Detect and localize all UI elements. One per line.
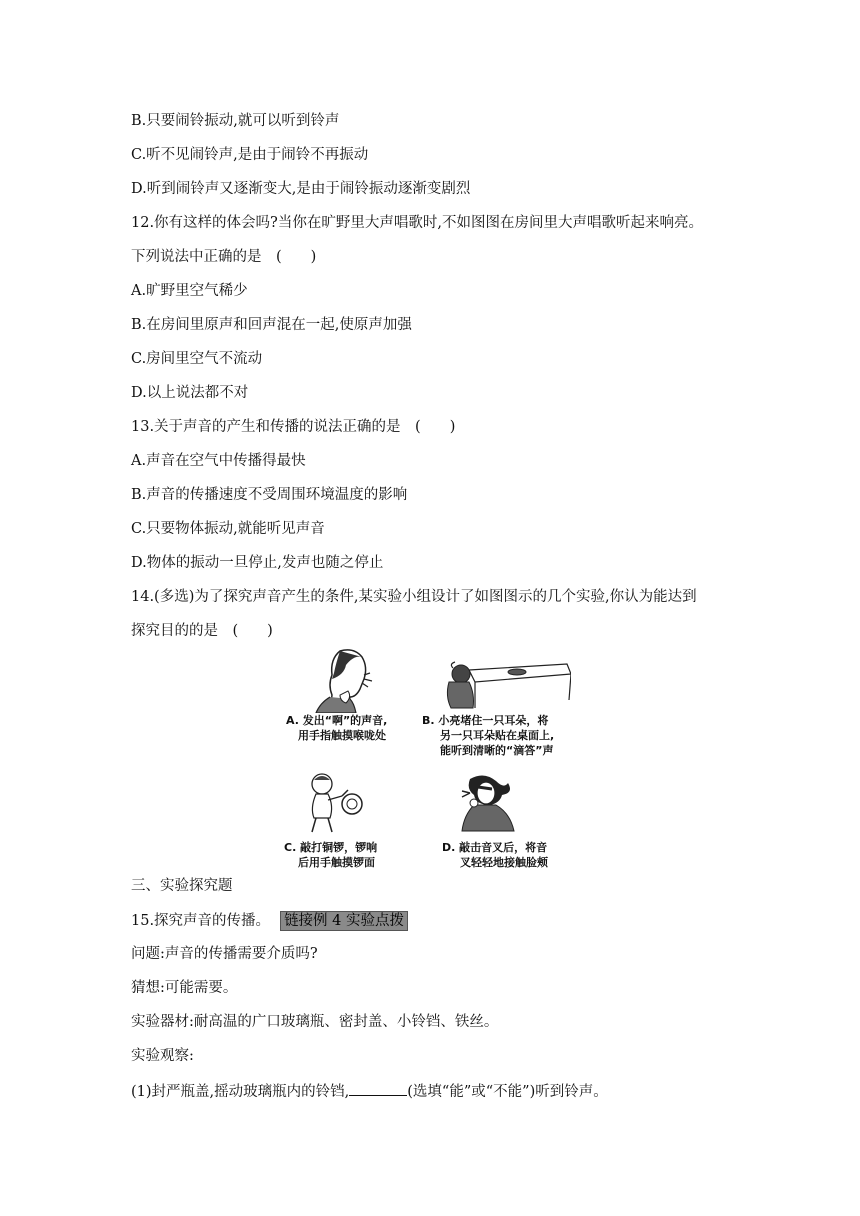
figure-d-caption [442, 840, 548, 870]
q15-guess: 猜想:可能需要。 [131, 980, 238, 996]
q13-option-d: D.物体的振动一旦停止,发声也随之停止 [131, 555, 384, 571]
figure-b-table-illustration [443, 660, 571, 710]
section-heading: 三、实验探究题 [131, 878, 233, 894]
q15-item1 [131, 1081, 608, 1101]
q14-stem-line2: 探究目的的是 ( ) [131, 623, 273, 639]
answer-blank[interactable] [349, 1081, 407, 1096]
link-tag[interactable]: 链接例 4 实验点拨 [280, 911, 408, 931]
q13-option-c: C.只要物体振动,就能听见声音 [131, 521, 325, 537]
q15-stem-row [131, 911, 408, 931]
q12-stem-line1: 12.你有这样的体会吗?当你在旷野里大声唱歌时,不如图图在房间里大声唱歌听起来响亮。 [131, 215, 703, 231]
q12-option-a: A.旷野里空气稀少 [131, 283, 248, 299]
figure-a-caption-line2: 用手指触摸喉咙处 [298, 729, 386, 742]
figure-d-tuning-fork-illustration [456, 773, 522, 833]
figure-a-throat-illustration [310, 645, 376, 713]
q15-question: 问题:声音的传播需要介质吗? [131, 946, 318, 962]
figure-b-caption-line1: B. 小亮堵住一只耳朵，将 [422, 714, 549, 727]
figure-c-gong-illustration [302, 772, 368, 834]
figure-b-caption [422, 713, 554, 758]
q15-item1-after: (选填“能”或“不能”)听到铃声。 [407, 1084, 608, 1100]
figure-a-caption [286, 713, 387, 743]
q15-stem: 15.探究声音的传播。 [131, 913, 271, 929]
figure-d-caption-line2: 叉轻轻地接触脸颊 [460, 856, 548, 869]
q13-option-a: A.声音在空气中传播得最快 [131, 453, 306, 469]
figure-b-caption-line3: 能听到清晰的“滴答”声 [440, 744, 554, 757]
q11-option-c: C.听不见闹铃声,是由于闹铃不再振动 [131, 147, 369, 163]
figure-b-caption-line2: 另一只耳朵贴在桌面上, [440, 729, 555, 742]
q11-option-b: B.只要闹铃振动,就可以听到铃声 [131, 113, 340, 129]
q11-option-d: D.听到闹铃声又逐渐变大,是由于闹铃振动逐渐变剧烈 [131, 181, 471, 197]
q15-item1-before: (1)封严瓶盖,摇动玻璃瓶内的铃铛, [131, 1084, 350, 1100]
q12-option-b: B.在房间里原声和回声混在一起,使原声加强 [131, 317, 412, 333]
q13-option-b: B.声音的传播速度不受周围环境温度的影响 [131, 487, 408, 503]
figure-c-caption [284, 840, 377, 870]
q13-stem: 13.关于声音的产生和传播的说法正确的是 ( ) [131, 419, 456, 435]
figure-c-caption-line2: 后用手触摸锣面 [298, 856, 375, 869]
figure-d-caption-line1: D. 敲击音叉后，将音 [442, 841, 548, 854]
q12-stem-line2: 下列说法中正确的是 ( ) [131, 249, 317, 265]
figure-a-caption-line1: A. 发出“啊”的声音, [286, 714, 388, 727]
q12-option-d: D.以上说法都不对 [131, 385, 249, 401]
q14-stem-line1: 14.(多选)为了探究声音产生的条件,某实验小组设计了如图图示的几个实验,你认为能达到 [131, 589, 697, 605]
figure-c-caption-line1: C. 敲打铜锣，锣响 [284, 841, 378, 854]
q15-observe: 实验观察: [131, 1048, 194, 1064]
q15-materials: 实验器材:耐高温的广口玻璃瓶、密封盖、小铃铛、铁丝。 [131, 1014, 499, 1030]
q12-option-c: C.房间里空气不流动 [131, 351, 263, 367]
